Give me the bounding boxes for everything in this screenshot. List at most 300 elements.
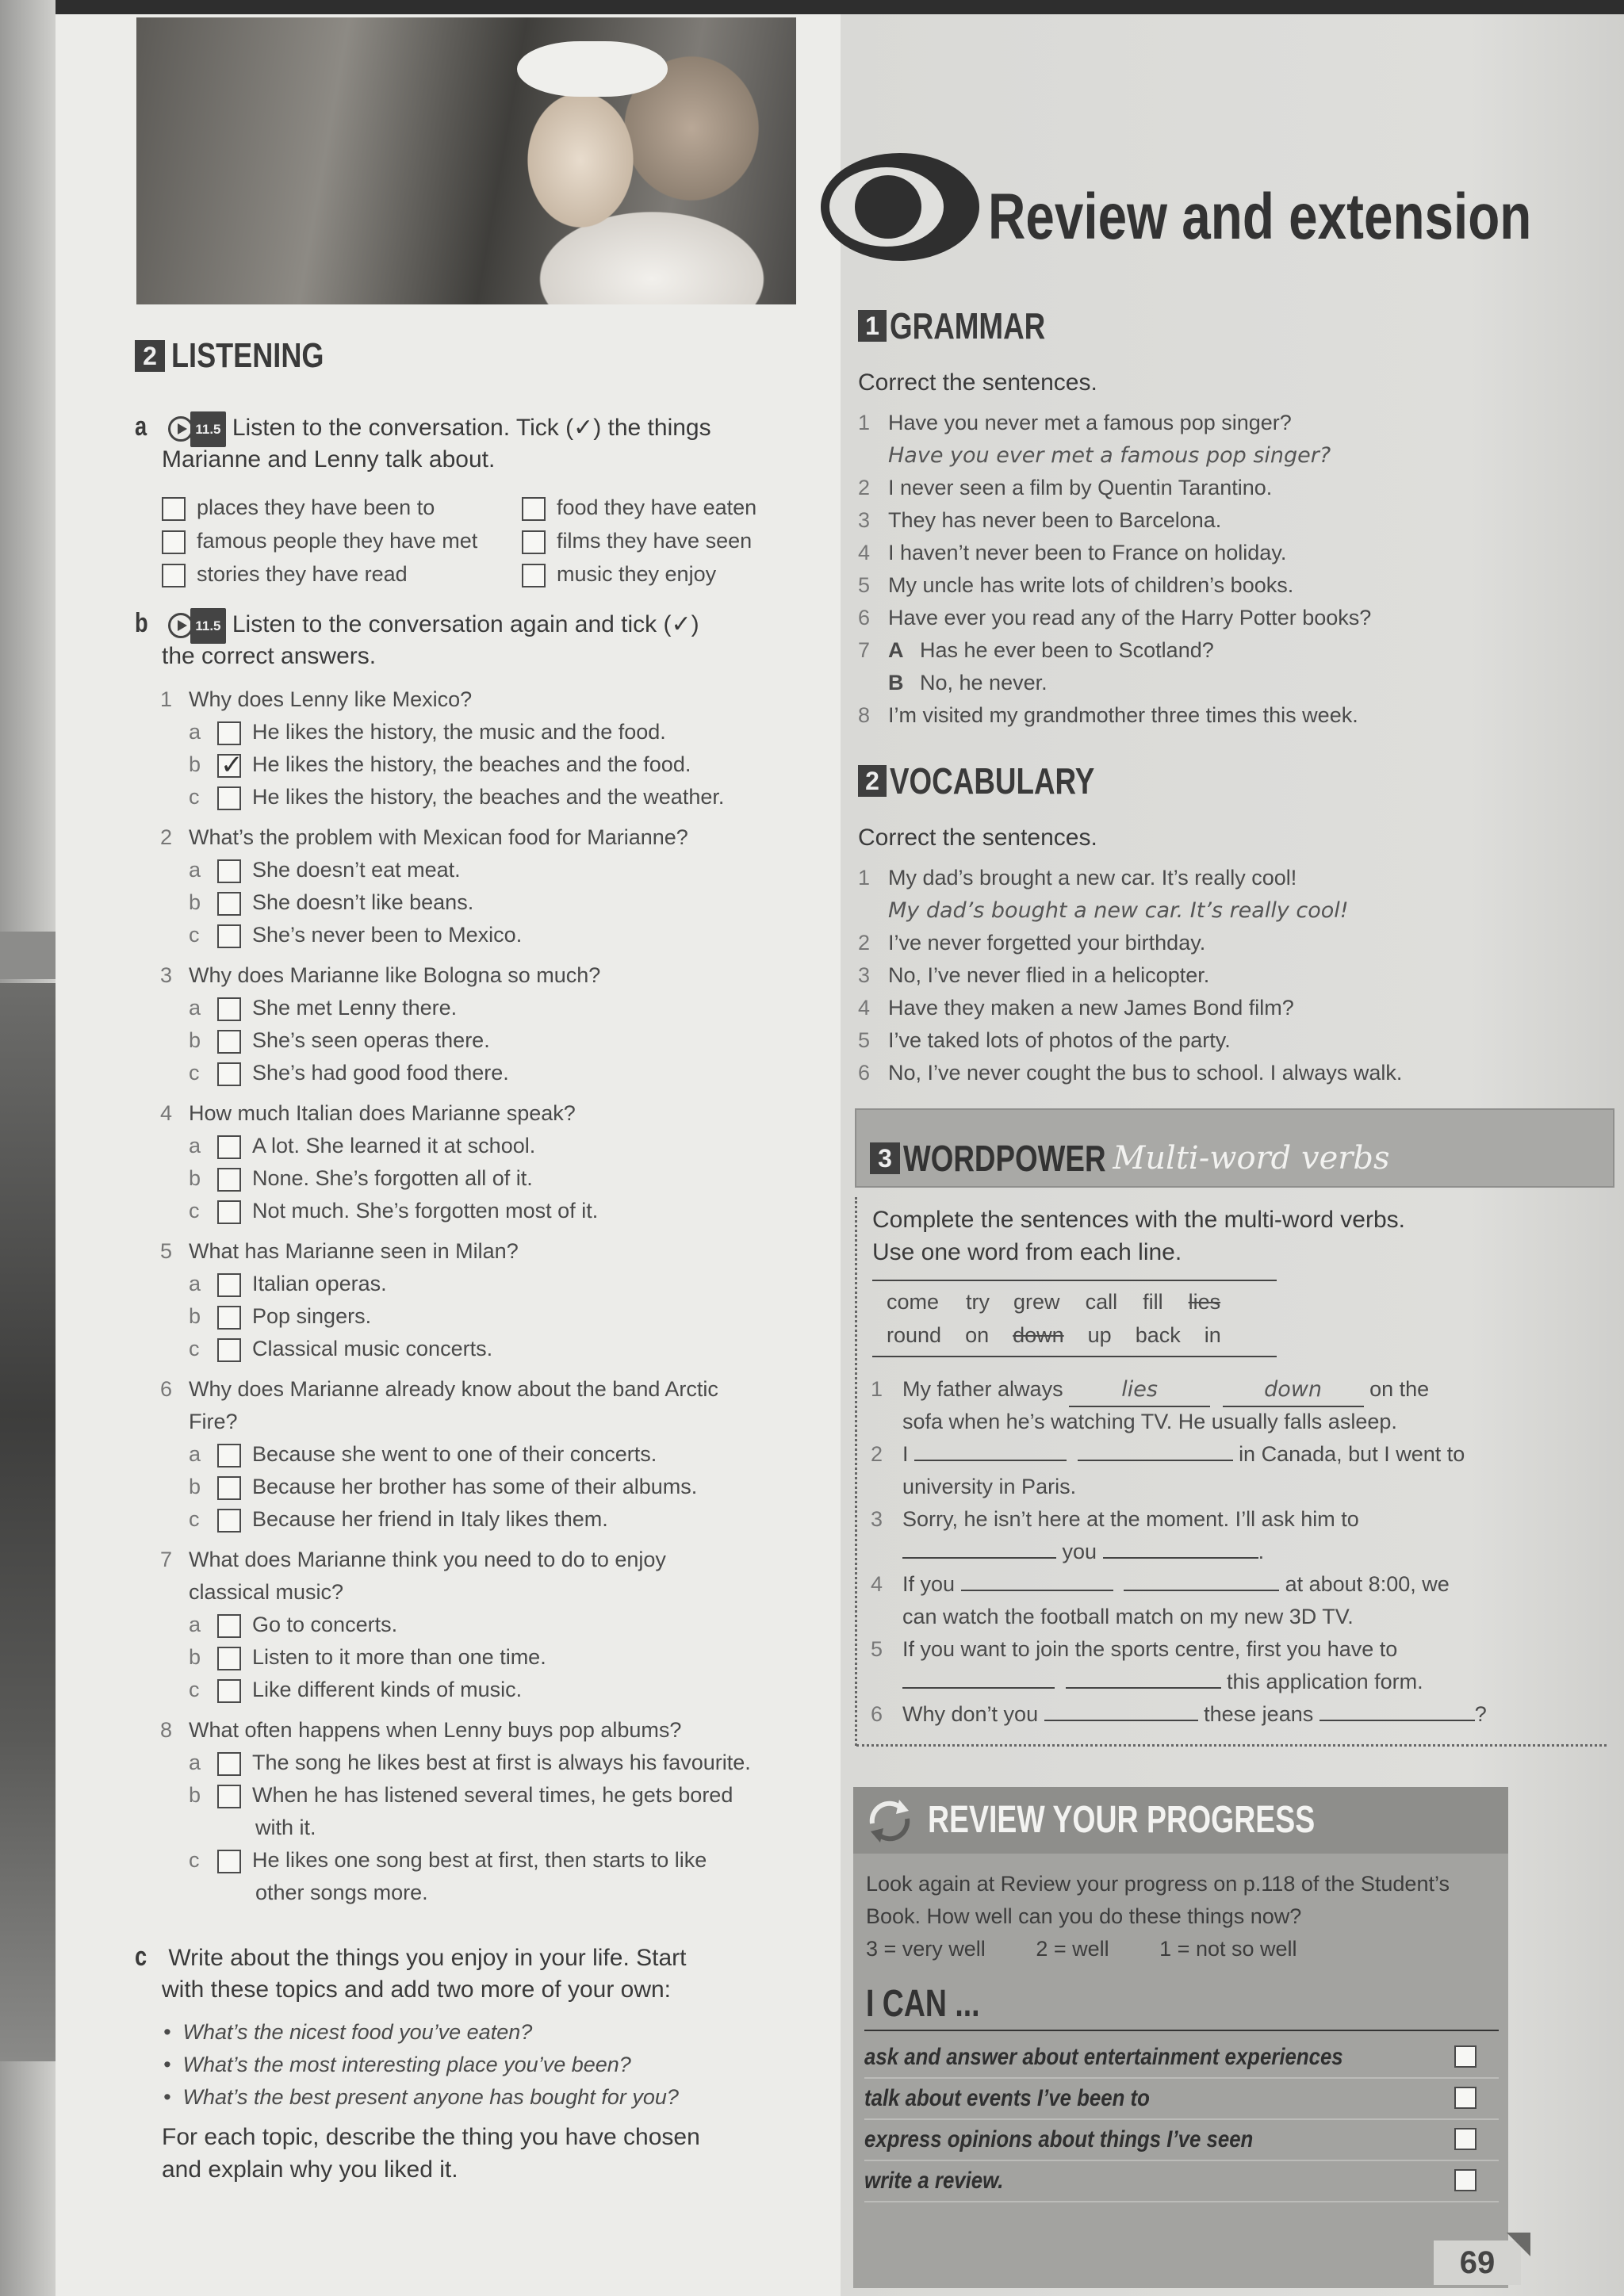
option-item[interactable] [162, 492, 435, 524]
checkbox[interactable] [217, 1647, 241, 1670]
answer-option[interactable] [189, 919, 522, 951]
answer-blank[interactable] [902, 1667, 1055, 1689]
word-option: down [1013, 1323, 1064, 1347]
ican-item-label: talk about events I’ve been to [864, 2085, 1150, 2111]
grammar-number: 1 [858, 310, 887, 342]
question-text [160, 959, 600, 992]
option-item[interactable] [162, 558, 408, 591]
checkbox[interactable] [217, 997, 241, 1021]
wordpower-item-2-line2: university in Paris. [902, 1475, 1077, 1498]
answer-blank[interactable] [1066, 1667, 1221, 1689]
question-line: How much Italian does Marianne speak? [189, 1101, 576, 1125]
answer-letter: b [189, 1028, 201, 1052]
option-item[interactable] [522, 525, 752, 557]
answer-option[interactable] [189, 1162, 533, 1195]
listening-b-line2: the correct answers. [162, 643, 377, 669]
grammar-item [858, 699, 1358, 732]
answer-letter: a [189, 1613, 201, 1636]
grammar-item [858, 407, 1292, 439]
wordpower-number: 3 [870, 1142, 900, 1174]
item-number: 2 [858, 931, 871, 955]
answer-text: He likes the history, the music and the food. [252, 720, 666, 744]
option-item[interactable] [162, 525, 477, 557]
answer-option[interactable] [189, 1747, 751, 1779]
item-text: Have they maken a new James Bond film? [888, 996, 1294, 1020]
checkbox[interactable] [217, 1850, 241, 1873]
checkbox[interactable] [217, 1338, 241, 1362]
listening-b-line1: Listen to the conversation again and tick (✓) [232, 611, 699, 637]
item-text: No, I’ve never cought the bus to school. I always walk. [888, 1061, 1403, 1085]
listening-a-instruction [135, 411, 711, 447]
checkbox[interactable] [217, 1476, 241, 1500]
review-logo-icon [817, 149, 983, 264]
word-option: back [1135, 1323, 1181, 1347]
answer-text: When he has listened several times, he gets bored [252, 1783, 733, 1807]
checkbox[interactable] [217, 1785, 241, 1808]
item-text: Why don’t you [902, 1702, 1039, 1726]
speaker-label: A [888, 638, 904, 662]
item-number: 2 [858, 476, 871, 499]
checkbox[interactable] [217, 721, 241, 745]
answer-option[interactable] [189, 716, 666, 748]
wordpower-instruction2: Use one word from each line. [872, 1239, 1182, 1265]
answer-option[interactable] [189, 1844, 707, 1877]
wordpower-subtitle: Multi-word verbs [1113, 1140, 1390, 1177]
item-text: this application form. [1227, 1670, 1423, 1693]
answer-text: She doesn’t like beans. [252, 890, 474, 914]
answer-text: with it. [255, 1816, 316, 1839]
question-line: What often happens when Lenny buys pop albums? [189, 1718, 682, 1742]
answer-option[interactable] [189, 1503, 608, 1536]
answer-option[interactable] [189, 748, 691, 781]
audio-track-label: 11.5 [190, 608, 225, 644]
answer-blank[interactable] [1103, 1536, 1258, 1559]
answer-option[interactable] [189, 1609, 397, 1641]
wordpower-title: WORDPOWER [903, 1138, 1106, 1179]
question-text [160, 821, 688, 854]
answer-letter: c [189, 923, 200, 947]
word-line-2 [887, 1319, 1245, 1352]
question-number: 2 [160, 825, 173, 849]
vocabulary-title: VOCABULARY [890, 760, 1095, 802]
answer-text: She’s never been to Mexico. [252, 923, 523, 947]
option-label: places they have been to [197, 496, 435, 519]
question-text [160, 1235, 519, 1268]
item-text: Have you never met a famous pop singer? [888, 411, 1292, 434]
item-number: 2 [871, 1442, 883, 1466]
item-text: I’ve taked lots of photos of the party. [888, 1028, 1231, 1052]
item-number: 6 [858, 1061, 871, 1085]
wordpower-item-6 [871, 1698, 1487, 1731]
question-number: 4 [160, 1101, 173, 1125]
listening-c-line1: Write about the things you enjoy in your life. Start [168, 1945, 687, 1971]
checkbox[interactable] [217, 1752, 241, 1776]
word-box-top-rule [872, 1280, 1277, 1281]
answer-letter: a [189, 1751, 201, 1774]
item-text: I never seen a film by Quentin Tarantino. [888, 476, 1273, 499]
progress-icon [864, 1795, 915, 1846]
ican-checkbox[interactable] [1454, 2169, 1477, 2191]
item-text: in Canada, but I went to [1239, 1442, 1465, 1466]
checkbox[interactable] [217, 1444, 241, 1468]
answer-option[interactable] [189, 1333, 492, 1365]
ican-checkbox[interactable] [1454, 2128, 1477, 2150]
answer-letter: a [189, 720, 201, 744]
grammar-title: GRAMMAR [890, 305, 1046, 346]
answer-letter: c [189, 785, 200, 809]
answer-option[interactable] [189, 781, 724, 813]
item-text: They has never been to Barcelona. [888, 508, 1222, 532]
item-number: 3 [871, 1507, 883, 1531]
bullet-text: What’s the nicest food you’ve eaten? [182, 2020, 533, 2044]
question-text [189, 1576, 343, 1609]
item-text: on the [1369, 1377, 1430, 1401]
progress-line1: Look again at Review your progress on p.118 of the Student’s [866, 1872, 1450, 1896]
checkbox[interactable] [217, 1030, 241, 1054]
option-label: famous people they have met [197, 529, 478, 553]
answer-text: Listen to it more than one time. [252, 1645, 546, 1669]
couple-photo [136, 17, 796, 304]
ican-item-label: write a review. [864, 2168, 1004, 2194]
question-line: Why does Marianne already know about the band Arctic [189, 1377, 718, 1401]
scale-item: 3 = very well [866, 1937, 986, 1961]
answer-blank[interactable] [1124, 1569, 1279, 1591]
listening-c-closing1: For each topic, describe the thing you have chosen [162, 2124, 700, 2150]
item-text: . [1258, 1540, 1265, 1563]
answer-text: Like different kinds of music. [252, 1678, 523, 1701]
progress-title-text: REVIEW YOUR PROGRESS [928, 1799, 1316, 1841]
checkbox[interactable] [217, 754, 241, 778]
answer-option[interactable] [189, 886, 473, 919]
answer-option[interactable] [189, 1195, 598, 1227]
review-logo [817, 149, 983, 264]
item-number: 6 [858, 606, 871, 629]
refresh-arrows-icon [864, 1795, 915, 1846]
checkbox[interactable] [217, 892, 241, 916]
listening-b-letter: b [135, 608, 148, 638]
item-text: My father always [902, 1377, 1063, 1401]
word-option: come [887, 1290, 940, 1314]
answer-text: Italian operas. [252, 1272, 387, 1295]
item-number: 3 [858, 508, 871, 532]
answer-text: He likes one song best at first, then starts to like [252, 1848, 707, 1872]
wordpower-item-1-line2: sofa when he’s watching TV. He usually falls asleep. [902, 1410, 1397, 1433]
answer-text: Pop singers. [252, 1304, 372, 1328]
item-number: 3 [858, 963, 871, 987]
vocabulary-item [858, 992, 1294, 1024]
item-number: 1 [871, 1377, 883, 1401]
answer-letter: c [189, 1337, 200, 1360]
option-item[interactable] [522, 558, 716, 591]
question-line: classical music? [189, 1580, 344, 1604]
answer-letter: c [189, 1678, 200, 1701]
checkbox[interactable] [217, 1200, 241, 1224]
listening-c-closing2: and explain why you liked it. [162, 2156, 458, 2183]
question-text [160, 1714, 681, 1747]
answer-text: The song he likes best at first is always his favourite. [252, 1751, 751, 1774]
option-item[interactable] [522, 492, 756, 524]
answer-blank[interactable] [902, 1536, 1056, 1559]
answer-letter: b [189, 1166, 201, 1190]
answer-letter: b [189, 1475, 201, 1498]
answer-text: A lot. She learned it at school. [252, 1134, 536, 1158]
item-text: No, I’ve never flied in a helicopter. [888, 963, 1210, 987]
answer-option [255, 1812, 316, 1844]
word-option: lies [1188, 1290, 1221, 1314]
item-text: No, he never. [920, 671, 1048, 695]
example-answer: Have you ever met a famous pop singer? [888, 443, 1331, 468]
item-text: I’m visited my grandmother three times this week. [888, 703, 1358, 727]
checkbox[interactable] [217, 1062, 241, 1086]
bullet-item: • What’s the most interesting place you’ve been? [163, 2053, 631, 2076]
checkbox[interactable] [522, 564, 546, 587]
item-number: 6 [871, 1702, 883, 1726]
checkbox[interactable] [522, 530, 546, 554]
checkbox[interactable] [217, 1679, 241, 1703]
answer-text: Go to concerts. [252, 1613, 398, 1636]
answer-text: Because her friend in Italy likes them. [252, 1507, 608, 1531]
facing-page-photo [0, 983, 56, 2061]
checkbox[interactable] [217, 924, 241, 948]
listening-b-instruction [135, 607, 699, 644]
answer-letter: b [189, 1783, 201, 1807]
listening-title: LISTENING [171, 336, 324, 375]
checkbox[interactable] [217, 1273, 241, 1297]
grammar-item [858, 537, 1286, 569]
answer-text: other songs more. [255, 1881, 428, 1904]
answer-option[interactable] [189, 1130, 535, 1162]
listening-a-letter: a [135, 411, 147, 442]
checkbox[interactable] [162, 564, 186, 587]
listening-heading [135, 336, 358, 376]
checkbox[interactable] [217, 786, 241, 810]
question-number: 3 [160, 963, 173, 987]
progress-scale [866, 1933, 1297, 1965]
vocabulary-item [858, 959, 1209, 992]
ican-checkbox[interactable] [1454, 2087, 1477, 2109]
checkbox[interactable] [217, 1168, 241, 1192]
vocabulary-instruction: Correct the sentences. [858, 825, 1097, 851]
ican-item [864, 2161, 1499, 2202]
ican-item [864, 2038, 1499, 2079]
progress-line2: Book. How well can you do these things now? [866, 1904, 1302, 1928]
listening-a-line2: Marianne and Lenny talk about. [162, 446, 496, 473]
answer-blank[interactable]: lies [1069, 1373, 1210, 1407]
item-text: My dad’s brought a new car. It’s really cool! [888, 866, 1297, 890]
item-text: If you [902, 1572, 956, 1596]
answer-option[interactable] [189, 1641, 546, 1674]
item-number: 1 [858, 411, 871, 434]
question-number: 7 [160, 1548, 173, 1571]
answer-option[interactable] [189, 1471, 697, 1503]
grammar-item [858, 602, 1371, 634]
answer-letter: a [189, 1272, 201, 1295]
ican-item-label: express opinions about things I’ve seen [864, 2126, 1254, 2152]
grammar-heading [858, 304, 1085, 347]
answer-option[interactable] [189, 992, 457, 1024]
wordpower-heading [870, 1137, 1390, 1180]
checkbox[interactable] [162, 497, 186, 521]
question-line: What has Marianne seen in Milan? [189, 1239, 519, 1263]
answer-letter: b [189, 1304, 201, 1328]
checkbox[interactable] [162, 530, 186, 554]
question-text [160, 1097, 576, 1130]
answer-blank[interactable] [961, 1569, 1113, 1591]
question-number: 6 [160, 1377, 173, 1401]
answer-option[interactable] [189, 1057, 509, 1089]
item-text: I haven’t never been to France on holiday. [888, 541, 1287, 564]
vocabulary-item [858, 1057, 1402, 1089]
item-number: 1 [858, 866, 871, 890]
question-line: What’s the problem with Mexican food for Marianne? [189, 825, 688, 849]
word-option: on [965, 1323, 990, 1347]
bullet-text: What’s the most interesting place you’ve been? [182, 2053, 631, 2076]
item-text: My uncle has write lots of children’s books. [888, 573, 1294, 597]
audio-track-label: 11.5 [190, 411, 225, 447]
listening-number: 2 [135, 340, 165, 372]
answer-text: None. She’s forgotten all of it. [252, 1166, 533, 1190]
checkbox[interactable] [217, 1306, 241, 1330]
word-line-1 [887, 1286, 1220, 1318]
item-text: Sorry, he isn’t here at the moment. I’ll ask him to [902, 1507, 1359, 1531]
word-option: in [1204, 1323, 1221, 1347]
ican-heading [866, 1982, 1012, 2026]
vocabulary-heading [858, 760, 1146, 802]
ican-item [864, 2120, 1499, 2161]
progress-title [928, 1798, 1424, 1843]
grammar-reply [888, 667, 1048, 699]
grammar-item [858, 504, 1221, 537]
question-text [189, 1406, 238, 1438]
item-text: I’ve never forgetted your birthday. [888, 931, 1206, 955]
wordpower-item-5 [871, 1633, 1397, 1666]
answer-option[interactable] [189, 1438, 657, 1471]
listening-c-instruction [135, 1941, 686, 1974]
item-text: at about 8:00, we [1285, 1572, 1450, 1596]
wordpower-item-2 [871, 1438, 1465, 1471]
question-text [160, 683, 472, 716]
review-title [988, 178, 1624, 257]
speaker-label: B [888, 671, 904, 695]
checkbox[interactable] [217, 859, 241, 883]
page-number: 69 [1459, 2245, 1496, 2280]
example-answer: My dad’s bought a new car. It’s really cool! [888, 898, 1349, 923]
answer-blank[interactable]: down [1223, 1373, 1364, 1407]
wordpower-item-5-line2 [902, 1666, 1423, 1698]
answer-option[interactable] [189, 1024, 490, 1057]
word-box-bottom-rule [872, 1356, 1277, 1357]
ican-item-label: ask and answer about entertainment experiences [864, 2044, 1343, 2070]
item-text: Has he ever been to Scotland? [920, 638, 1214, 662]
answer-text: Not much. She’s forgotten most of it. [252, 1199, 599, 1223]
answer-letter: a [189, 1442, 201, 1466]
checkbox[interactable] [217, 1509, 241, 1533]
grammar-item [858, 569, 1293, 602]
answer-text: He likes the history, the beaches and the weather. [252, 785, 725, 809]
answer-letter: c [189, 1199, 200, 1223]
review-title-text: Review and extension [988, 181, 1532, 253]
item-number: 5 [858, 573, 871, 597]
answer-letter: b [189, 1645, 201, 1669]
ican-checkbox[interactable] [1454, 2045, 1477, 2068]
checkbox[interactable] [217, 1135, 241, 1159]
ican-rule [864, 2030, 1499, 2031]
wordpower-item-4-line2: can watch the football match on my new 3D TV. [902, 1605, 1354, 1628]
answer-text: She doesn’t eat meat. [252, 858, 461, 882]
answer-option[interactable] [189, 854, 461, 886]
answer-text: She met Lenny there. [252, 996, 458, 1020]
question-number: 5 [160, 1239, 173, 1263]
answer-text: Because she went to one of their concerts. [252, 1442, 657, 1466]
answer-letter: c [189, 1848, 200, 1872]
question-number: 8 [160, 1718, 173, 1742]
option-label: films they have seen [557, 529, 753, 553]
ican-heading-text: I CAN ... [866, 1983, 980, 2025]
answer-blank[interactable] [914, 1439, 1067, 1461]
grammar-instruction: Correct the sentences. [858, 369, 1097, 396]
answer-blank[interactable] [1320, 1699, 1475, 1721]
vocabulary-item [858, 927, 1205, 959]
scale-item: 1 = not so well [1159, 1937, 1297, 1961]
item-text: ? [1474, 1702, 1487, 1726]
listening-c-letter: c [135, 1942, 147, 1972]
answer-blank[interactable] [1078, 1439, 1233, 1461]
question-number: 1 [160, 687, 173, 711]
vocabulary-item [858, 1024, 1231, 1057]
question-text [160, 1373, 718, 1406]
word-option: fill [1143, 1290, 1163, 1314]
answer-option[interactable] [189, 1268, 387, 1300]
wordpower-instruction1: Complete the sentences with the multi-word verbs. [872, 1207, 1405, 1233]
option-label: music they enjoy [557, 562, 717, 586]
bullet-text: What’s the best present anyone has bought for you? [182, 2085, 679, 2109]
listening-a-line1: Listen to the conversation. Tick (✓) the things [232, 415, 711, 441]
scale-item: 2 = well [1036, 1937, 1109, 1961]
answer-blank[interactable] [1044, 1699, 1198, 1721]
word-option: round [887, 1323, 942, 1347]
answer-text: He likes the history, the beaches and the food. [252, 752, 691, 776]
word-option: up [1087, 1323, 1112, 1347]
ican-item [864, 2079, 1499, 2120]
facing-page-strip [0, 932, 56, 979]
listening-c-line2: with these topics and add two more of your own: [162, 1976, 672, 2003]
item-number: 4 [858, 996, 871, 1020]
vocabulary-item [858, 862, 1297, 894]
wordpower-dotted-border-bottom [856, 1744, 1607, 1747]
answer-letter: c [189, 1061, 200, 1085]
answer-letter: b [189, 890, 201, 914]
answer-letter: a [189, 996, 201, 1020]
checkbox[interactable] [217, 1614, 241, 1638]
answer-text: Because her brother has some of their albums. [252, 1475, 698, 1498]
item-text: Have ever you read any of the Harry Potter books? [888, 606, 1372, 629]
grammar-item [858, 472, 1272, 504]
word-option: call [1085, 1290, 1118, 1314]
item-text: I [902, 1442, 909, 1466]
item-number: 5 [858, 1028, 871, 1052]
answer-option[interactable] [189, 1674, 522, 1706]
checkbox[interactable] [522, 497, 546, 521]
item-number: 4 [858, 541, 871, 564]
item-number: 7 [858, 638, 871, 662]
answer-text: She’s had good food there. [252, 1061, 509, 1085]
item-number: 8 [858, 703, 871, 727]
item-number: 4 [871, 1572, 883, 1596]
answer-option[interactable] [189, 1779, 733, 1812]
item-text: you [1062, 1540, 1097, 1563]
question-line: Why does Marianne like Bologna so much? [189, 963, 601, 987]
answer-option[interactable] [189, 1300, 371, 1333]
